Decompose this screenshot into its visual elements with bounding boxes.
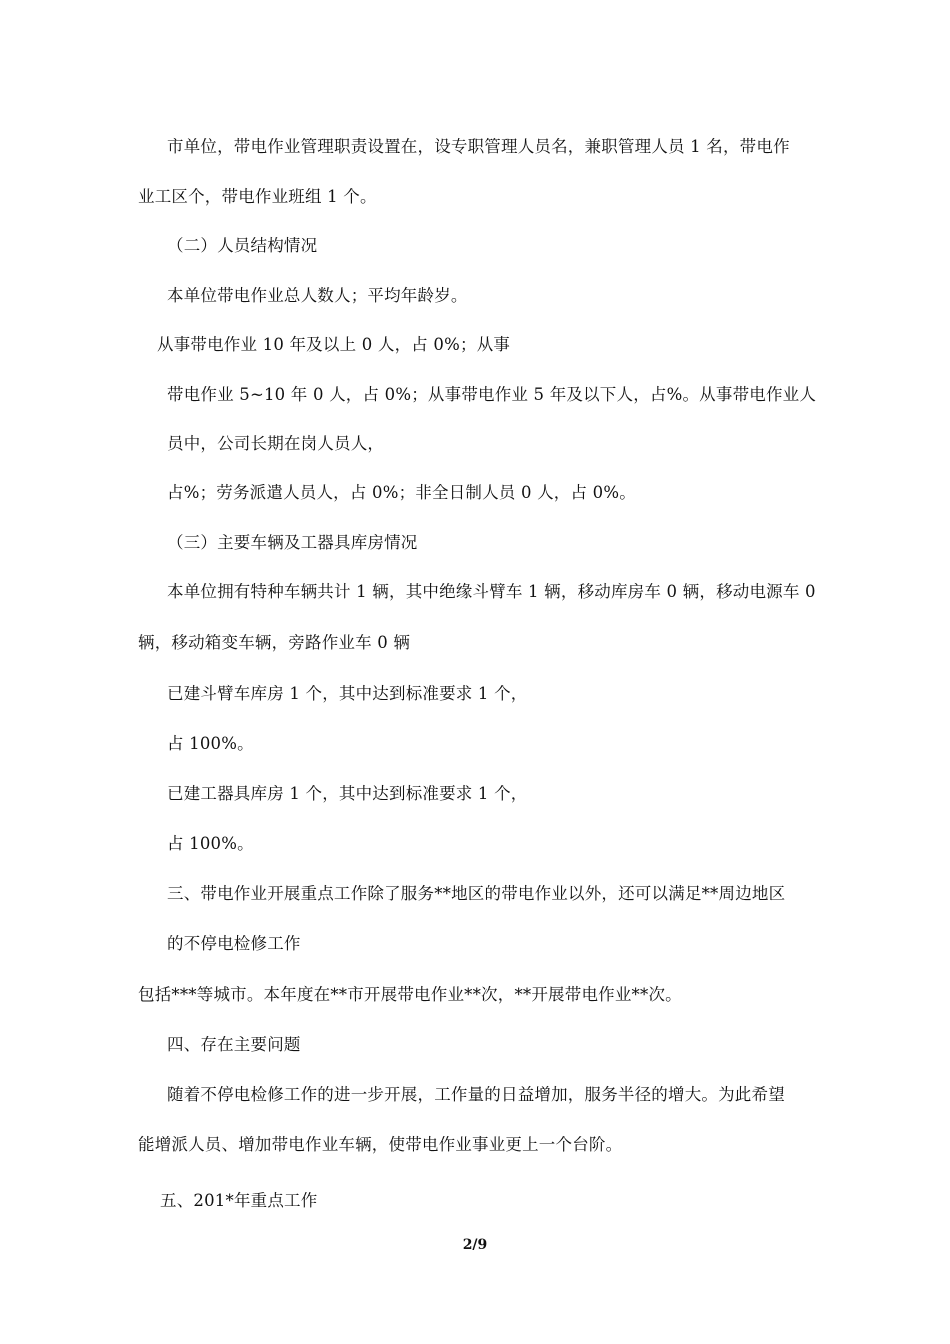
text-line-17: 的不停电检修工作 bbox=[167, 934, 301, 953]
text-line-21: 能增派人员、增加带电作业车辆，使带电作业事业更上一个台阶。 bbox=[138, 1135, 623, 1154]
text-line-6: 带电作业 5~10 年 0 人，占 0%；从事带电作业 5 年及以下人，占%。从事带电作业人 bbox=[167, 385, 817, 404]
text-line-20: 随着不停电检修工作的进一步开展，工作量的日益增加，服务半径的增大。为此希望 bbox=[167, 1085, 785, 1104]
text-line-11: 辆，移动箱变车辆，旁路作业车 0 辆 bbox=[138, 633, 411, 652]
section-heading-vehicles: （三）主要车辆及工器具库房情况 bbox=[167, 533, 418, 552]
text-line-4: 本单位带电作业总人数人；平均年龄岁。 bbox=[167, 286, 468, 305]
text-line-1: 市单位，带电作业管理职责设置在，设专职管理人员名，兼职管理人员 1 名，带电作 bbox=[167, 137, 790, 156]
text-line-2: 业工区个，带电作业班组 1 个。 bbox=[138, 187, 377, 206]
text-line-8: 占%；劳务派遣人员人，占 0%；非全日制人员 0 人，占 0%。 bbox=[167, 483, 636, 502]
section-heading-key-work: 三、带电作业开展重点工作除了服务**地区的带电作业以外，还可以满足**周边地区 bbox=[167, 884, 786, 903]
text-line-14: 已建工器具库房 1 个，其中达到标准要求 1 个， bbox=[167, 784, 528, 803]
text-line-18: 包括***等城市。本年度在**市开展带电作业**次，**开展带电作业**次。 bbox=[138, 985, 682, 1004]
section-heading-plan: 五、201*年重点工作 bbox=[160, 1191, 318, 1210]
text-line-13: 占 100%。 bbox=[167, 734, 254, 753]
section-heading-problems: 四、存在主要问题 bbox=[167, 1035, 301, 1054]
text-line-10: 本单位拥有特种车辆共计 1 辆，其中绝缘斗臂车 1 辆，移动库房车 0 辆，移动电源车 0 bbox=[167, 582, 816, 601]
text-line-7: 员中，公司长期在岗人员人， bbox=[167, 434, 385, 453]
text-line-5: 从事带电作业 10 年及以上 0 人，占 0%；从事 bbox=[157, 335, 511, 354]
text-line-12: 已建斗臂车库房 1 个，其中达到标准要求 1 个， bbox=[167, 684, 528, 703]
page-number: 2/9 bbox=[462, 1237, 488, 1253]
text-line-15: 占 100%。 bbox=[167, 834, 254, 853]
section-heading-personnel: （二）人员结构情况 bbox=[167, 236, 318, 255]
